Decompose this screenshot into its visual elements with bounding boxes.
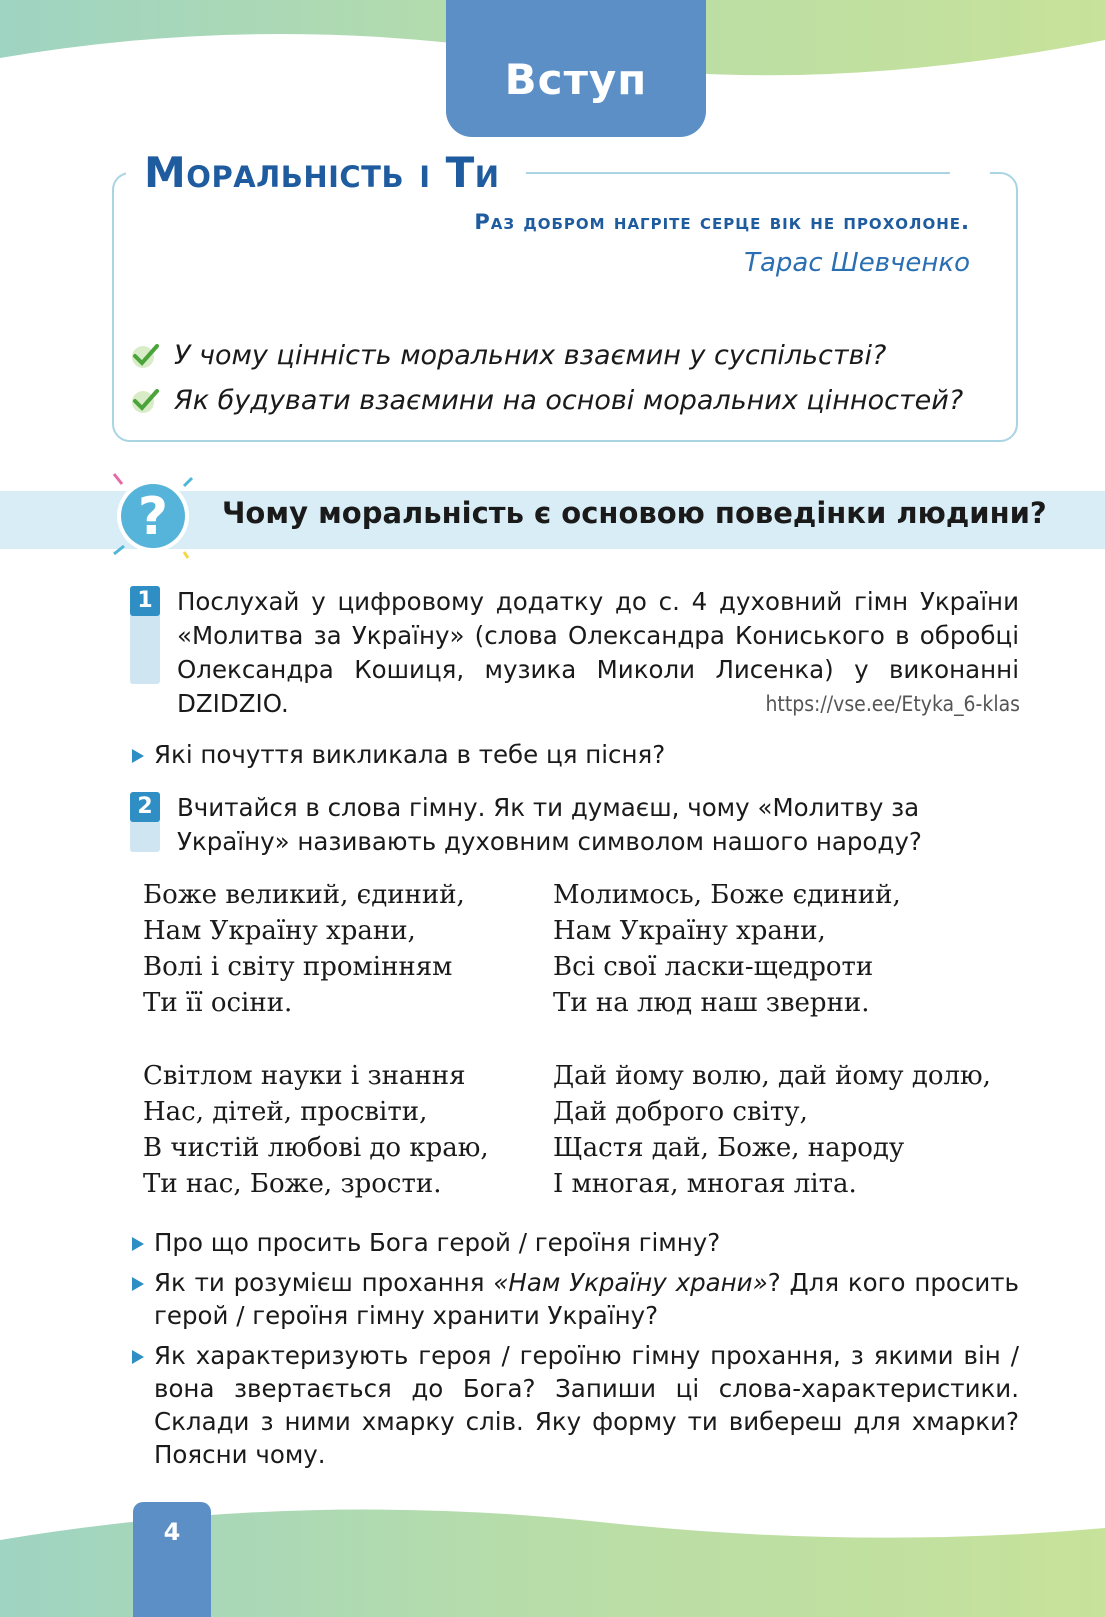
bullet-text-quote: «Нам Україну храни» <box>493 1268 768 1297</box>
page-number: 4 <box>163 1518 181 1546</box>
poem-line: Волі і світу промінням <box>143 952 453 982</box>
poem-line: Дай йому волю, дай йому долю, <box>553 1061 991 1091</box>
question-heading: Чому моральність є основою поведінки людини? <box>222 496 1047 530</box>
intro-question-2 <box>130 385 963 416</box>
poem-stanza-2-left <box>143 1058 489 1202</box>
bullet-text: Про що просить Бога герой / героїня гімну? <box>154 1228 721 1257</box>
bullet-text-part: ? Для кого просить герой / героїня гімну хранити Україну? <box>154 1268 1019 1330</box>
bullet-arrow-icon <box>132 1350 144 1364</box>
section-title: Моральність і Ти <box>144 148 500 197</box>
task-1-text: Послухай у цифровому додатку до с. 4 духовний гімн України «Молитва за Україну» (слова Олександра Кониського в обробці Олександра Кошиця, музика Миколи Лисенка) у виконанні DZIDZIO. <box>177 587 1019 718</box>
task-number: 2 <box>130 792 160 822</box>
question-mark-icon <box>108 470 198 562</box>
poem-line: В чистій любові до краю, <box>143 1133 489 1163</box>
poem-line: Світлом науки і знання <box>143 1061 466 1091</box>
bullet-arrow-icon <box>132 1237 144 1251</box>
bullet-item <box>132 1266 1019 1332</box>
corner-mask <box>950 160 990 180</box>
poem-line: Всі свої ласки-щедроти <box>553 952 874 982</box>
intro-question-text: У чому цінність моральних взаємин у суспільстві? <box>174 340 887 371</box>
poem-stanza-2-right <box>553 1058 991 1202</box>
intro-question-1 <box>130 340 886 371</box>
poem-line: Нам Україну храни, <box>143 916 416 946</box>
digital-appendix-link[interactable]: https://vse.ee/Etyka_6-klas <box>765 692 1020 716</box>
intro-question-text: Як будувати взаємини на основі моральних цінностей? <box>174 385 964 416</box>
poem-line: Нам Україну храни, <box>553 916 826 946</box>
epigraph-author: Тарас Шевченко <box>744 248 970 278</box>
poem-line: Ти її осіни. <box>143 988 293 1018</box>
checkmark-icon <box>130 388 160 414</box>
poem-stanza-1-left <box>143 877 465 1021</box>
task-number: 1 <box>130 586 160 616</box>
poem-line: Ти на люд наш зверни. <box>553 988 870 1018</box>
checkmark-icon <box>130 343 160 369</box>
bullet-item <box>132 1339 1019 1471</box>
bullet-arrow-icon <box>132 749 144 763</box>
chapter-tab <box>446 0 706 137</box>
bullet-text: Як характеризують героя / героїню гімну прохання, з якими він / вона звертається до Бога? Запиши ці слова-характеристики. Склади з ними хмарку слів. Яку форму ти вибереш для хмарки? Поясни чому. <box>154 1341 1019 1469</box>
poem-line: Ти нас, Боже, зрости. <box>143 1169 442 1199</box>
bullet-text-part: Як ти розумієш прохання <box>154 1268 494 1297</box>
bullet-item <box>132 738 1019 771</box>
task-2-text: Вчитайся в слова гімну. Як ти думаєш, чому «Молитву за Україну» називають духовним символом нашого народу? <box>177 793 922 856</box>
bullet-arrow-icon <box>132 1277 144 1291</box>
poem-stanza-1-right <box>553 877 901 1021</box>
chapter-title: Вступ <box>504 55 648 104</box>
poem-line: Молимось, Боже єдиний, <box>553 880 901 910</box>
poem-line: І многая, многая літа. <box>553 1169 857 1199</box>
poem-line: Боже великий, єдиний, <box>143 880 465 910</box>
task-number-badge <box>130 792 160 852</box>
poem-line: Нас, дітей, просвіти, <box>143 1097 428 1127</box>
poem-line: Дай доброго світу, <box>553 1097 808 1127</box>
bullet-item <box>132 1226 1019 1259</box>
task-number-badge <box>130 586 160 684</box>
epigraph-quote: Раз добром нагріте серце вік не прохолоне. <box>474 210 970 234</box>
bullet-text <box>154 1266 1019 1332</box>
svg-text:?: ? <box>137 487 169 547</box>
poem-line: Щастя дай, Боже, народу <box>553 1133 905 1163</box>
bullet-text: Які почуття викликала в тебе ця пісня? <box>154 740 666 769</box>
